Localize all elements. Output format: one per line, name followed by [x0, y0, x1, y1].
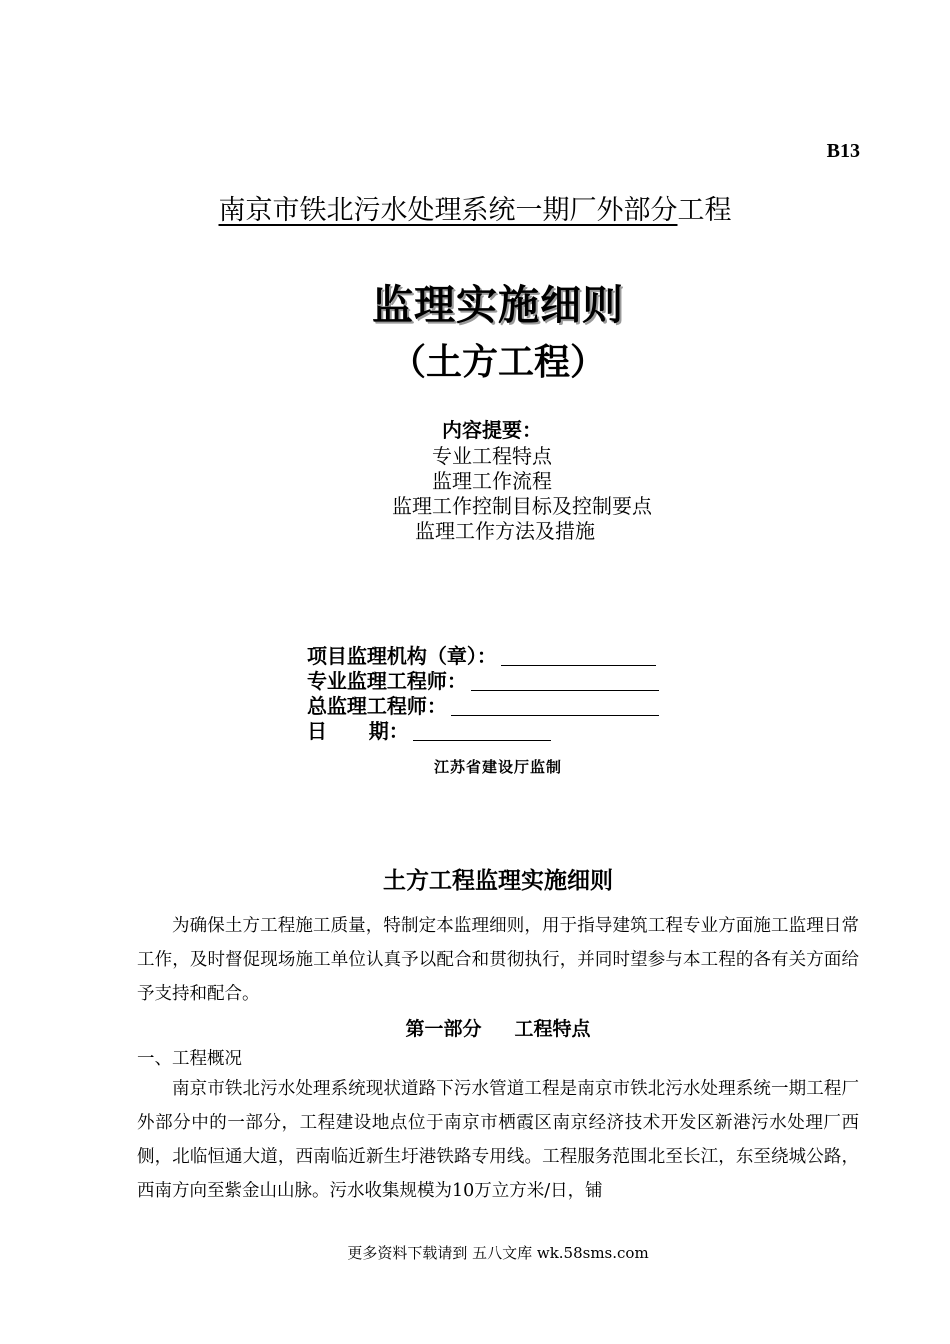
footer-text: 更多资料下载请到 五八文库 wk.58sms.com [347, 1244, 649, 1262]
sign-field-label: 项目监理机构（章）： [306, 644, 497, 668]
sub-heading: 一、工程概况 [137, 1049, 242, 1069]
project-title-underlined: 南京市铁北污水处理系统一期厂外部分 [218, 195, 678, 226]
date-line[interactable] [413, 720, 551, 741]
summary-item: 监理工作流程 [432, 469, 552, 493]
project-title-rest: 工程 [677, 195, 732, 226]
project-title [0, 188, 950, 227]
summary-item: 监理工作方法及措施 [415, 519, 595, 543]
summary-item: 监理工作控制目标及控制要点 [392, 494, 652, 518]
section-title: 土方工程监理实施细则 [383, 868, 613, 894]
sign-field-label: 日 期： [306, 719, 409, 743]
document-title: 监理实施细则 [372, 281, 624, 329]
document-subtitle: （土方工程） [389, 342, 606, 383]
overview-paragraph: 南京市铁北污水处理系统现状道路下污水管道工程是南京市铁北污水处理系统一期工程厂外部分中的一部分，工程建设地点位于南京市栖霞区南京经济技术开发区新港污水处理厂西侧，北临恒通大道，西南临近新生圩港铁路专用线。工程服务范围北至长江，东至绕城公路，西南方向至紫金山山脉。污水收集规模为10万立方米/日，铺 [137, 1079, 859, 1201]
summary-heading: 内容提要： [442, 418, 542, 442]
sign-field-date [293, 691, 551, 744]
sign-field-label: 总监理工程师： [306, 694, 447, 718]
issuer-note: 江苏省建设厅监制 [433, 758, 562, 776]
sign-field-label: 专业监理工程师： [306, 669, 467, 693]
document-code: B13 [826, 140, 860, 162]
summary-item: 专业工程特点 [432, 444, 552, 468]
intro-paragraph: 为确保土方工程施工质量，特制定本监理细则，用于指导建筑工程专业方面施工监理日常工作，及时督促现场施工单位认真予以配合和贯彻执行，并同时望参与本工程的各有关方面给予支持和配合。 [137, 916, 859, 1004]
part-heading: 第一部分 工程特点 [405, 1018, 591, 1040]
